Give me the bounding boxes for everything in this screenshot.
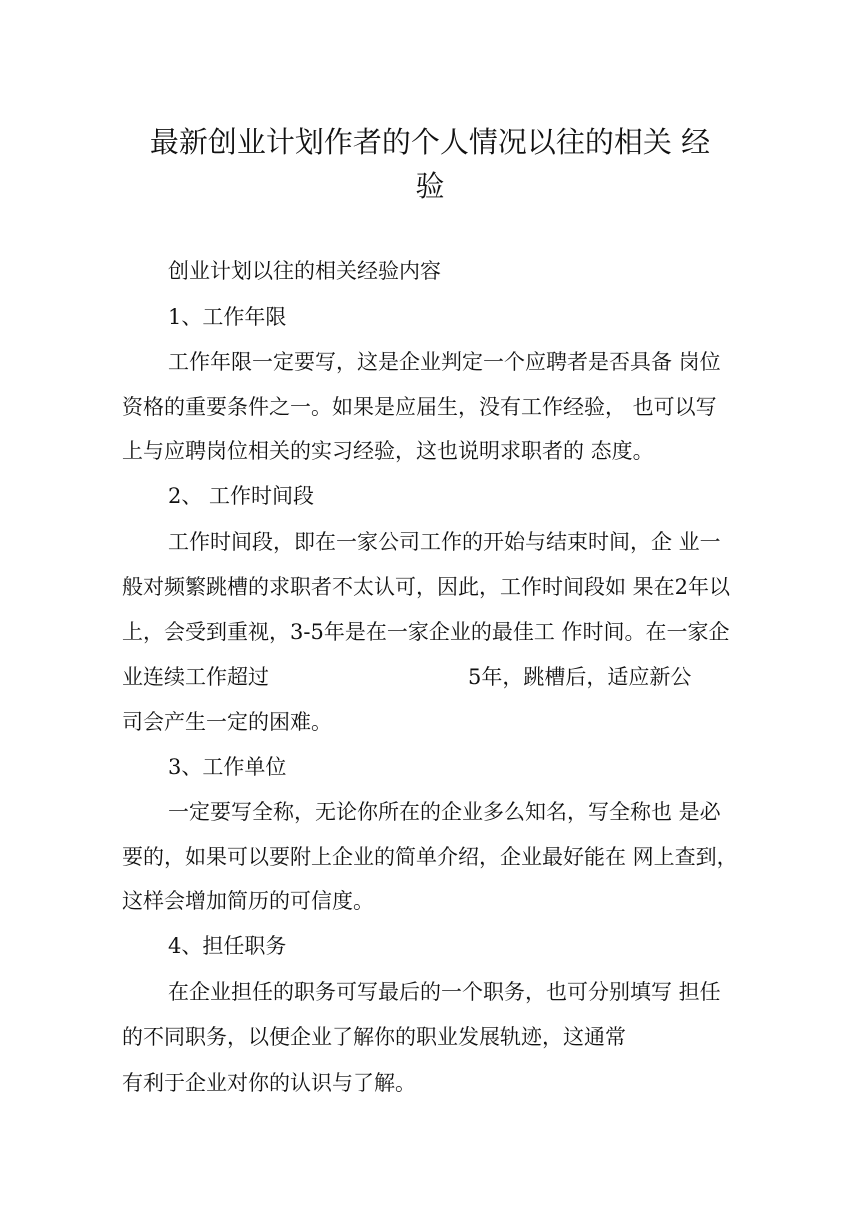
section-2-line-5: 司会产生一定的困难。	[122, 710, 332, 734]
intro-line: 创业计划以往的相关经验内容	[168, 259, 441, 283]
section-2-line-4b: 5年，跳槽后，适应新公	[468, 665, 692, 689]
section-2-line-4a: 业连续工作超过	[122, 665, 269, 689]
section-3-heading: 3、工作单位	[168, 755, 287, 779]
document-title-line-1: 最新创业计划作者的个人情况以往的相关 经	[149, 125, 711, 159]
section-1-line-1: 工作年限一定要写，这是企业判定一个应聘者是否具备 岗位	[168, 350, 721, 374]
section-1-heading: 1、工作年限	[168, 305, 287, 329]
section-3-line-2: 要的，如果可以要附上企业的简单介绍，企业最好能在 网上查到，	[122, 845, 738, 869]
section-3-line-1: 一定要写全称，无论你所在的企业多么知名，写全称也 是必	[168, 800, 721, 824]
section-1-line-3: 上与应聘岗位相关的实习经验，这也说明求职者的 态度。	[122, 439, 654, 463]
section-3-line-3: 这样会增加简历的可信度。	[122, 889, 374, 913]
section-1-line-2: 资格的重要条件之一。如果是应届生，没有工作经验， 也可以写	[122, 395, 717, 419]
section-4-heading: 4、担任职务	[168, 934, 287, 958]
section-4-line-3: 有利于企业对你的认识与了解。	[122, 1071, 416, 1095]
section-2-line-1: 工作时间段，即在一家公司工作的开始与结束时间，企 业一	[168, 530, 721, 554]
section-2-heading: 2、 工作时间段	[168, 484, 315, 508]
section-2-line-2: 般对频繁跳槽的求职者不太认可，因此，工作时间段如 果在2年以	[122, 575, 731, 599]
section-2-line-3: 上，会受到重视，3-5年是在一家企业的最佳工 作时间。在一家企	[122, 620, 730, 644]
document-title-line-2: 验	[415, 169, 445, 203]
section-4-line-1: 在企业担任的职务可写最后的一个职务，也可分别填写 担任	[168, 980, 721, 1004]
section-4-line-2: 的不同职务，以便企业了解你的职业发展轨迹，这通常	[122, 1025, 626, 1049]
